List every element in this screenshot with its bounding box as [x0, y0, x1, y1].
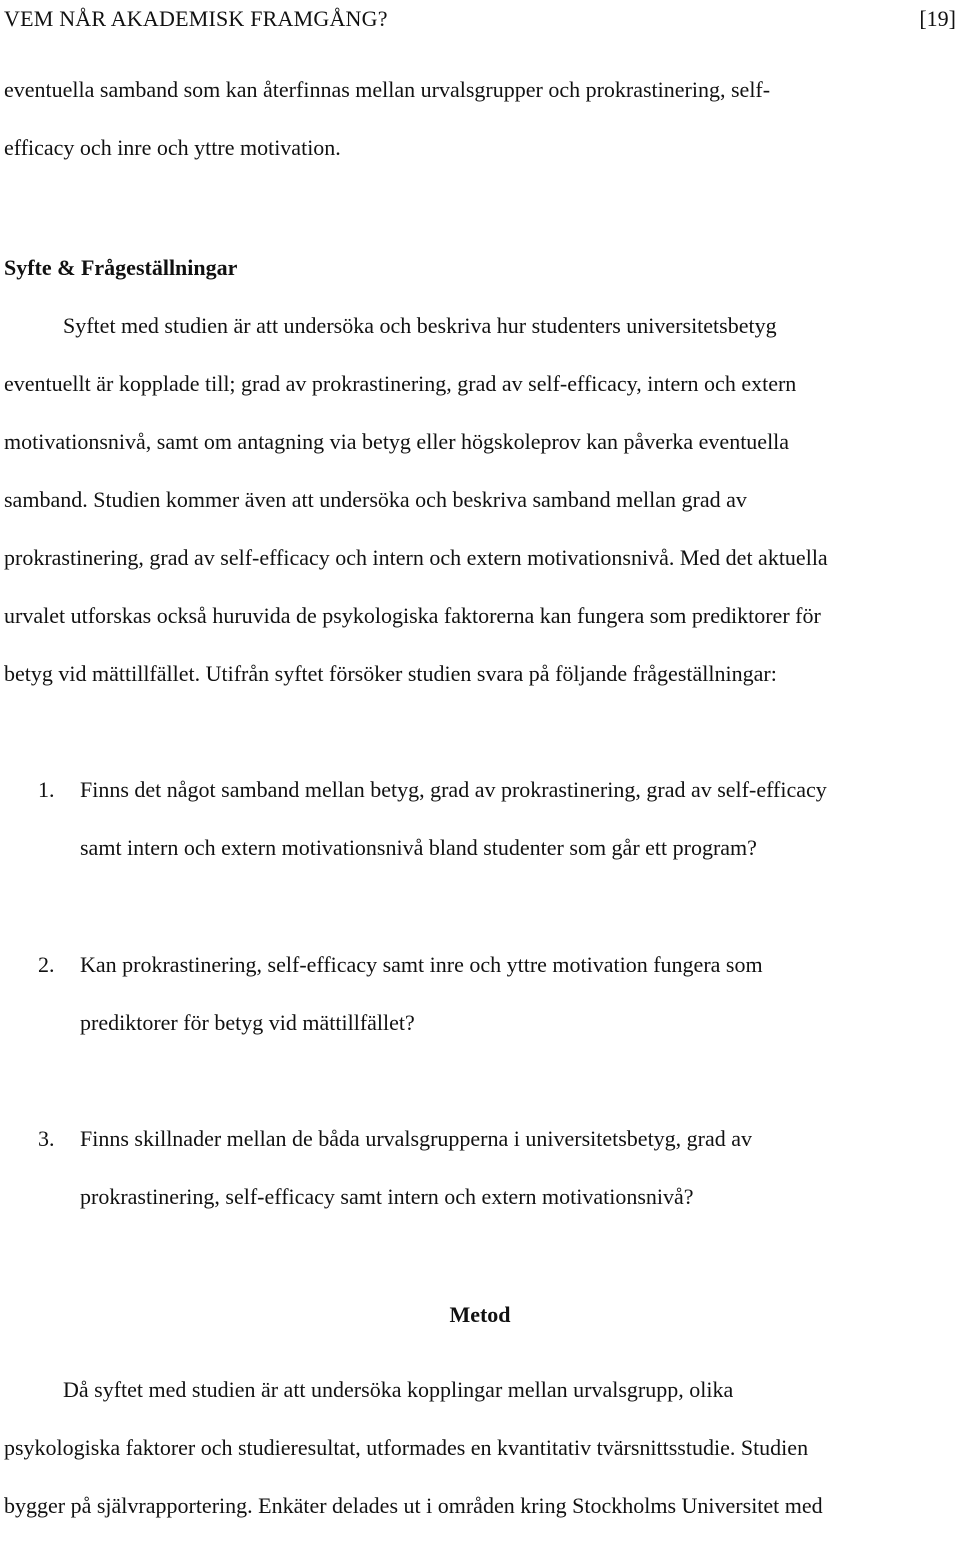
question-number: 3. — [38, 1126, 55, 1151]
question-line: Finns det något samband mellan betyg, grad av prokrastinering, grad av self-efficacy — [80, 777, 827, 802]
intro-paragraph — [4, 72, 954, 188]
paragraph-line: motivationsnivå, samt om antagning via betyg eller högskoleprov kan påverka eventuella — [4, 429, 790, 454]
question-text — [80, 1121, 954, 1237]
intro-line: eventuella samband som kan återfinnas mellan urvalsgrupper och prokrastinering, self- — [4, 77, 771, 102]
paragraph-line: prokrastinering, grad av self-efficacy och intern och extern motivationsnivå. Med det aktuella — [4, 545, 828, 570]
section-heading: Syfte & Frågeställningar — [4, 255, 238, 280]
question-line: Kan prokrastinering, self-efficacy samt inre och yttre motivation fungera som — [80, 952, 763, 977]
intro-line: efficacy och inre och yttre motivation. — [4, 135, 341, 160]
running-head-title: VEM NÅR AKADEMISK FRAMGÅNG? — [4, 6, 388, 31]
question-number: 1. — [38, 777, 55, 802]
method-paragraph — [4, 1372, 954, 1546]
question-line: prediktorer för betyg vid mättillfället? — [80, 1010, 415, 1035]
aim-paragraph — [4, 308, 954, 714]
question-line: Finns skillnader mellan de båda urvalsgrupperna i universitetsbetyg, grad av — [80, 1126, 753, 1151]
question-line: prokrastinering, self-efficacy samt intern och extern motivationsnivå? — [80, 1184, 694, 1209]
paragraph-line: psykologiska faktorer och studieresultat, utformades en kvantitativ tvärsnittsstudie. Studien — [4, 1435, 809, 1460]
paragraph-line: urvalet utforskas också huruvida de psykologiska faktorerna kan fungera som prediktorer för — [4, 603, 821, 628]
paragraph-line: eventuellt är kopplade till; grad av prokrastinering, grad av self-efficacy, intern och extern — [4, 371, 797, 396]
question-text — [80, 772, 954, 888]
running-head — [4, 4, 956, 34]
question-number: 2. — [38, 952, 55, 977]
paragraph-line: samband. Studien kommer även att undersöka och beskriva samband mellan grad av — [4, 487, 747, 512]
method-heading: Metod — [449, 1302, 511, 1327]
paragraph-line: bygger på självrapportering. Enkäter delades ut i områden kring Stockholms Universitet med — [4, 1493, 823, 1518]
paragraph-line: Då syftet med studien är att undersöka kopplingar mellan urvalsgrupp, olika — [63, 1377, 734, 1402]
question-text — [80, 947, 954, 1063]
paragraph-line: betyg vid mättillfället. Utifrån syftet försöker studien svara på följande frågeställningar: — [4, 661, 777, 686]
paragraph-line: Syftet med studien är att undersöka och beskriva hur studenters universitetsbetyg — [63, 313, 777, 338]
question-line: samt intern och extern motivationsnivå bland studenter som går ett program? — [80, 835, 757, 860]
page-number: [19] — [919, 6, 956, 31]
